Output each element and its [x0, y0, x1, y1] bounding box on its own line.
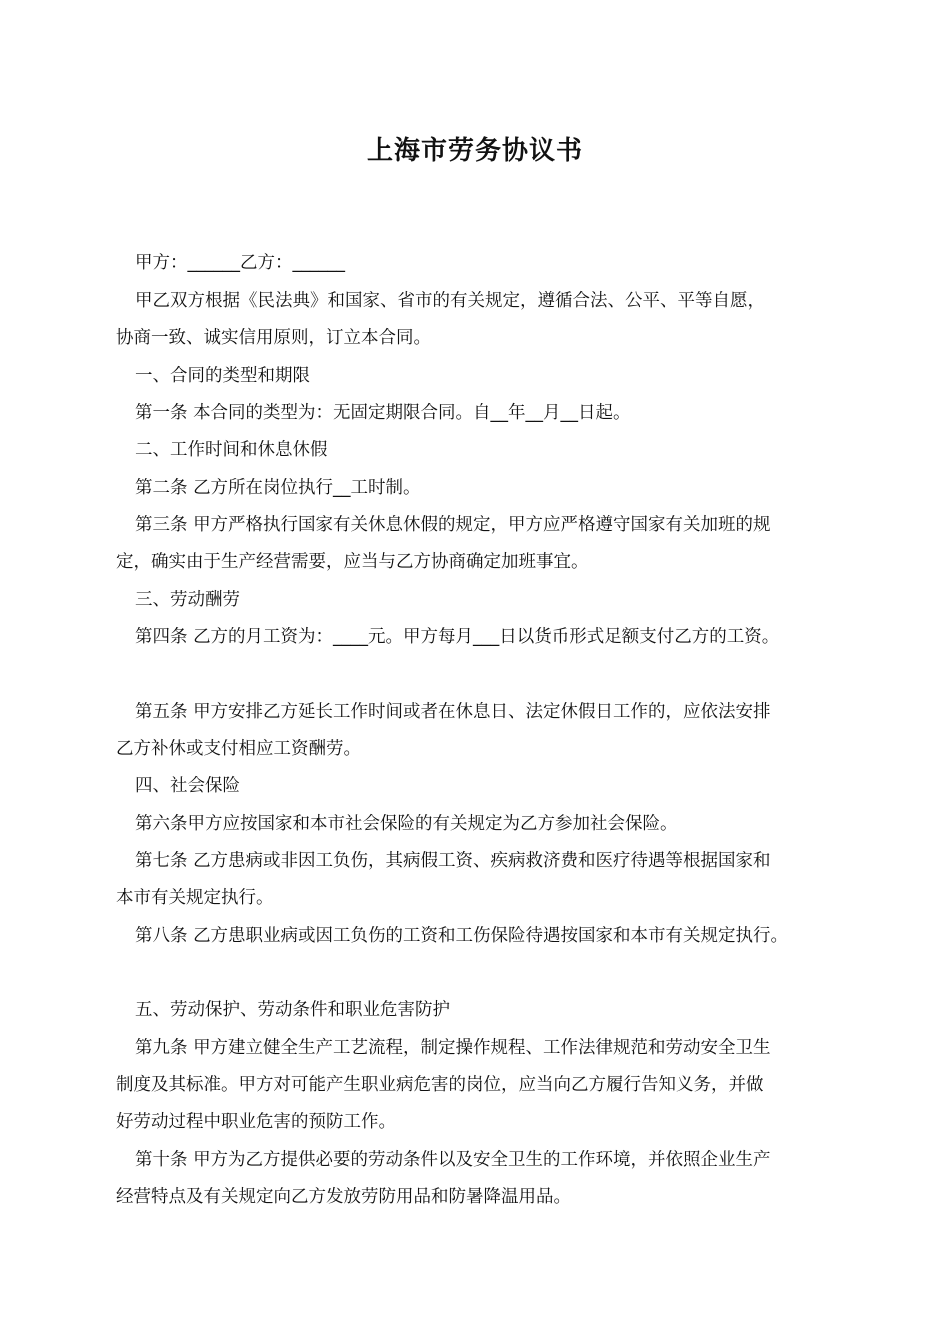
article-line: 经营特点及有关规定向乙方发放劳防用品和防暑降温用品。	[116, 1187, 571, 1207]
party-line: 甲方：______乙方：______	[135, 253, 345, 273]
section-heading: 五、劳动保护、劳动条件和职业危害防护	[135, 1000, 450, 1020]
article-line: 制度及其标准。甲方对可能产生职业病危害的岗位，应当向乙方履行告知义务，并做	[116, 1075, 764, 1095]
article-line: 定，确实由于生产经营需要，应当与乙方协商确定加班事宜。	[116, 552, 589, 572]
paragraph-line: 甲乙双方根据《民法典》和国家、省市的有关规定，遵循合法、公平、平等自愿，	[135, 291, 765, 311]
article-line: 第九条 甲方建立健全生产工艺流程，制定操作规程、工作法律规范和劳动安全卫生	[135, 1038, 771, 1058]
article-line: 第三条 甲方严格执行国家有关休息休假的规定，甲方应严格遵守国家有关加班的规	[135, 515, 771, 535]
document-title: 上海市劳务协议书	[366, 136, 583, 166]
article-line: 第八条 乙方患职业病或因工负伤的工资和工伤保险待遇按国家和本市有关规定执行。	[135, 926, 789, 946]
article-line: 本市有关规定执行。	[116, 888, 274, 908]
article-line: 第二条 乙方所在岗位执行__工时制。	[135, 478, 421, 498]
article-line: 第六条甲方应按国家和本市社会保险的有关规定为乙方参加社会保险。	[135, 814, 678, 834]
article-line: 好劳动过程中职业危害的预防工作。	[116, 1112, 396, 1132]
paragraph-line: 协商一致、诚实信用原则，订立本合同。	[116, 328, 431, 348]
section-heading: 四、社会保险	[135, 776, 240, 796]
article-line: 第七条 乙方患病或非因工负伤，其病假工资、疾病救济费和医疗待遇等根据国家和	[135, 851, 771, 871]
article-line: 第四条 乙方的月工资为：____元。甲方每月___日以货币形式足额支付乙方的工资。	[135, 627, 780, 647]
section-heading: 三、劳动酬劳	[135, 590, 240, 610]
section-heading: 一、合同的类型和期限	[135, 366, 310, 386]
section-heading: 二、工作时间和休息休假	[135, 440, 328, 460]
article-line: 第十条 甲方为乙方提供必要的劳动条件以及安全卫生的工作环境，并依照企业生产	[135, 1150, 771, 1170]
article-line: 第五条 甲方安排乙方延长工作时间或者在休息日、法定休假日工作的，应依法安排	[135, 702, 771, 722]
article-line: 乙方补休或支付相应工资酬劳。	[116, 739, 361, 759]
article-line: 第一条 本合同的类型为：无固定期限合同。自__年__月__日起。	[135, 403, 631, 423]
